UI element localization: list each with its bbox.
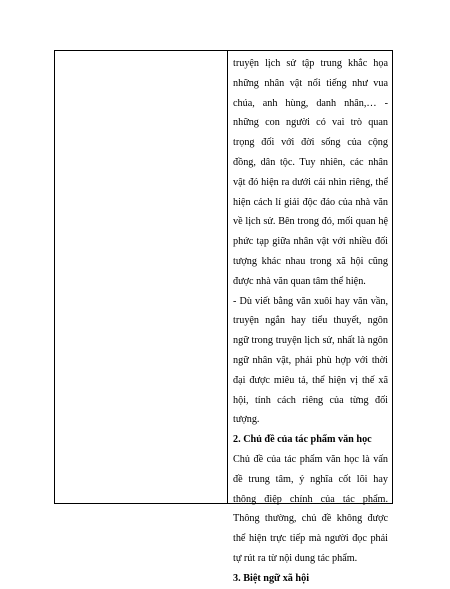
paragraph-historical-story-characters: truyện lịch sử tập trung khắc họa những nhân vật nổi tiếng như vua chúa, anh hùng, danh nhân,… - những con người có vai trò quan trọng đối với đời sống của cộng đồng, dân tộc. Tuy nhiên, các nhân vật đó hiện ra dưới cái nhìn riêng, thể hiện cách lí giải độc đáo của nhà văn về lịch sử. Bên trong đó, mối quan hệ phức tạp giữa nhân vật với nhiều đối tượng khác nhau trong xã hội cũng được nhà văn quan tâm thể hiện. [233,58,388,287]
content-table [54,50,393,584]
paragraph-historical-story-language: - Dù viết bằng văn xuôi hay văn vần, truyện ngắn hay tiểu thuyết, ngôn ngữ trong truyện lịch sử, nhất là ngôn ngữ nhân vật, phải phù hợp với thời đại được miêu tả, thể hiện vị thế xã hội, tính cách riêng của từng đối tượng. [233,295,388,426]
paragraph-theme-definition: Chủ đề của tác phẩm văn học là vấn đề trung tâm, ý nghĩa cốt lõi hay thông điệp chính của tác phẩm. Thông thường, chủ đề không được thể hiện trực tiếp mà người đọc phải tự rút ra từ nội dung tác phẩm. [233,453,388,564]
table-left-cell [55,51,228,503]
section-heading-theme: 2. Chủ đề của tác phẩm văn học [233,434,372,446]
table-right-cell [228,51,392,584]
section-heading-social-jargon: 3. Biệt ngữ xã hội [233,572,310,584]
